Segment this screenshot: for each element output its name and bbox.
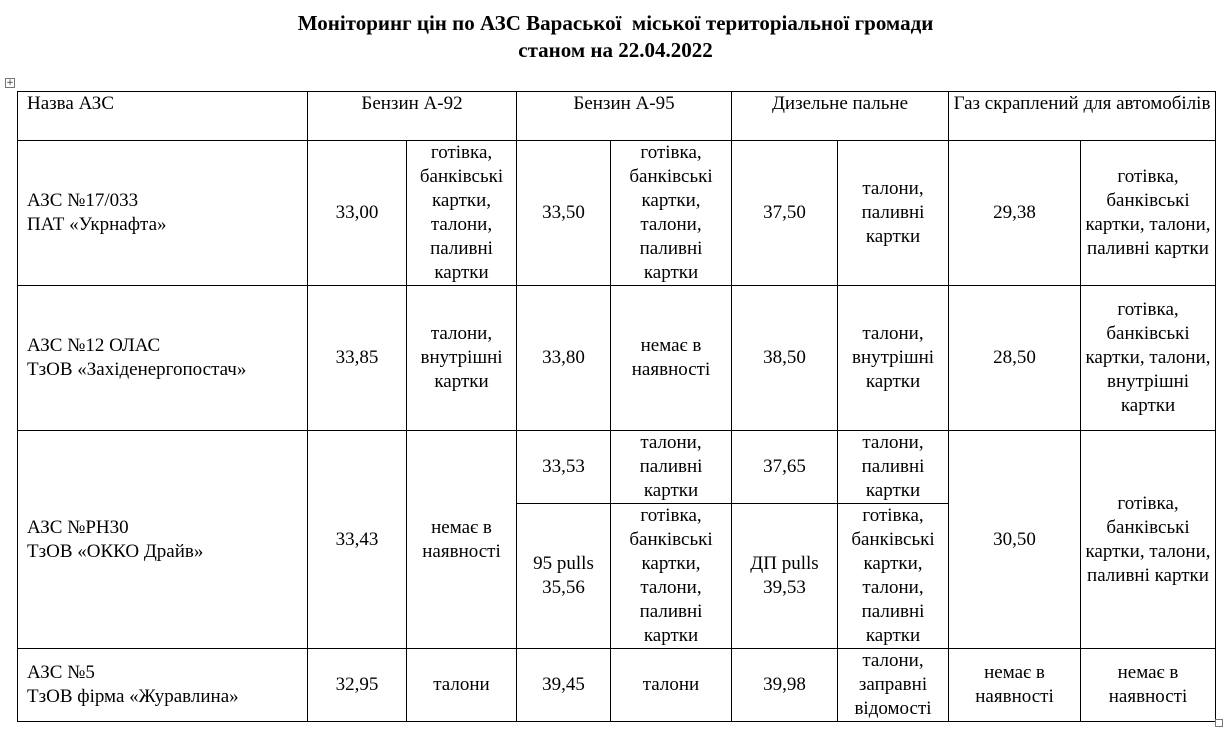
- diesel-pulls-price: 39,53: [763, 577, 806, 598]
- diesel-payment: талони, внутрішні картки: [838, 286, 949, 431]
- a92-price: 33,85: [308, 286, 407, 431]
- a95-payment: талони: [611, 649, 732, 722]
- a95-price: 33,53: [517, 431, 611, 504]
- a95-payment: готівка, банківські картки, талони, паливні картки: [611, 141, 732, 286]
- a92-price: 33,43: [308, 431, 407, 649]
- diesel-payment: талони, паливні картки: [838, 141, 949, 286]
- header-a92: Бензин А-92: [308, 92, 517, 141]
- station-company: ТзОВ «ОККО Драйв»: [27, 540, 204, 562]
- a92-payment: талони, внутрішні картки: [407, 286, 517, 431]
- a95-price: 33,80: [517, 286, 611, 431]
- header-station-name: Назва АЗС: [18, 92, 308, 141]
- table-row: [18, 649, 1216, 722]
- gas-payment: немає в наявності: [1081, 649, 1216, 722]
- a95-price: 33,50: [517, 141, 611, 286]
- header-diesel: Дизельне пальне: [732, 92, 949, 141]
- diesel-payment: талони, паливні картки: [838, 431, 949, 504]
- table-resize-handle-icon[interactable]: [1215, 719, 1223, 727]
- a92-price: 33,00: [308, 141, 407, 286]
- a92-payment: немає в наявності: [407, 431, 517, 649]
- gas-price: 29,38: [949, 141, 1081, 286]
- a95-pulls-price-cell: [517, 504, 611, 649]
- station-name: АЗС №17/033: [27, 190, 139, 211]
- a95-pulls-label: 95 pulls: [533, 553, 594, 574]
- station-company: ТзОВ «Західенергопостач»: [27, 359, 247, 380]
- gas-payment: готівка, банківські картки, талони, внутрішні картки: [1081, 286, 1216, 431]
- station-name: АЗС №12 ОЛАС: [27, 335, 161, 356]
- diesel-price: 37,50: [732, 141, 838, 286]
- station-company: ПАТ «Укрнафта»: [27, 214, 167, 235]
- station-name-cell: [18, 141, 308, 286]
- diesel-price: 38,50: [732, 286, 838, 431]
- a92-payment: готівка, банківські картки, талони, паливні картки: [407, 141, 517, 286]
- diesel-pulls-price-cell: [732, 504, 838, 649]
- station-company: ТзОВ фірма «Журавлина»: [27, 686, 239, 707]
- fuel-prices-table: [17, 91, 1216, 722]
- diesel-payment: талони, заправні відомості: [838, 649, 949, 722]
- a92-payment: талони: [407, 649, 517, 722]
- station-name: АЗС №5: [27, 662, 95, 683]
- header-gas: Газ скраплений для автомобілів: [949, 92, 1216, 141]
- header-row: [18, 92, 1216, 141]
- table-row: [18, 431, 1216, 504]
- a95-pulls-payment: готівка, банківські картки, талони, паливні картки: [611, 504, 732, 649]
- gas-payment: готівка, банківські картки, талони, паливні картки: [1081, 141, 1216, 286]
- header-a95: Бензин А-95: [517, 92, 732, 141]
- a95-payment: талони, паливні картки: [611, 431, 732, 504]
- a95-price: 39,45: [517, 649, 611, 722]
- diesel-price: 37,65: [732, 431, 838, 504]
- document-title: [0, 10, 1231, 64]
- station-name: АЗС №РН30: [27, 516, 129, 538]
- gas-price: немає в наявності: [949, 649, 1081, 722]
- title-line-2: станом на 22.04.2022: [518, 38, 713, 62]
- gas-payment: готівка, банківські картки, талони, паливні картки: [1081, 431, 1216, 649]
- diesel-pulls-label: ДП pulls: [750, 553, 819, 574]
- gas-price: 30,50: [949, 431, 1081, 649]
- table-move-handle-icon[interactable]: +: [6, 78, 14, 88]
- diesel-price: 39,98: [732, 649, 838, 722]
- title-line-1: Моніторинг цін по АЗС Вараської міської територіальної громади: [297, 11, 934, 35]
- table-row: [18, 286, 1216, 431]
- station-name-cell: [18, 649, 308, 722]
- a95-payment: немає в наявності: [611, 286, 732, 431]
- table-row: [18, 141, 1216, 286]
- diesel-pulls-payment: готівка, банківські картки, талони, паливні картки: [838, 504, 949, 649]
- a95-pulls-price: 35,56: [542, 577, 585, 598]
- station-name-cell: [18, 286, 308, 431]
- a92-price: 32,95: [308, 649, 407, 722]
- station-name-cell: [18, 431, 308, 649]
- gas-price: 28,50: [949, 286, 1081, 431]
